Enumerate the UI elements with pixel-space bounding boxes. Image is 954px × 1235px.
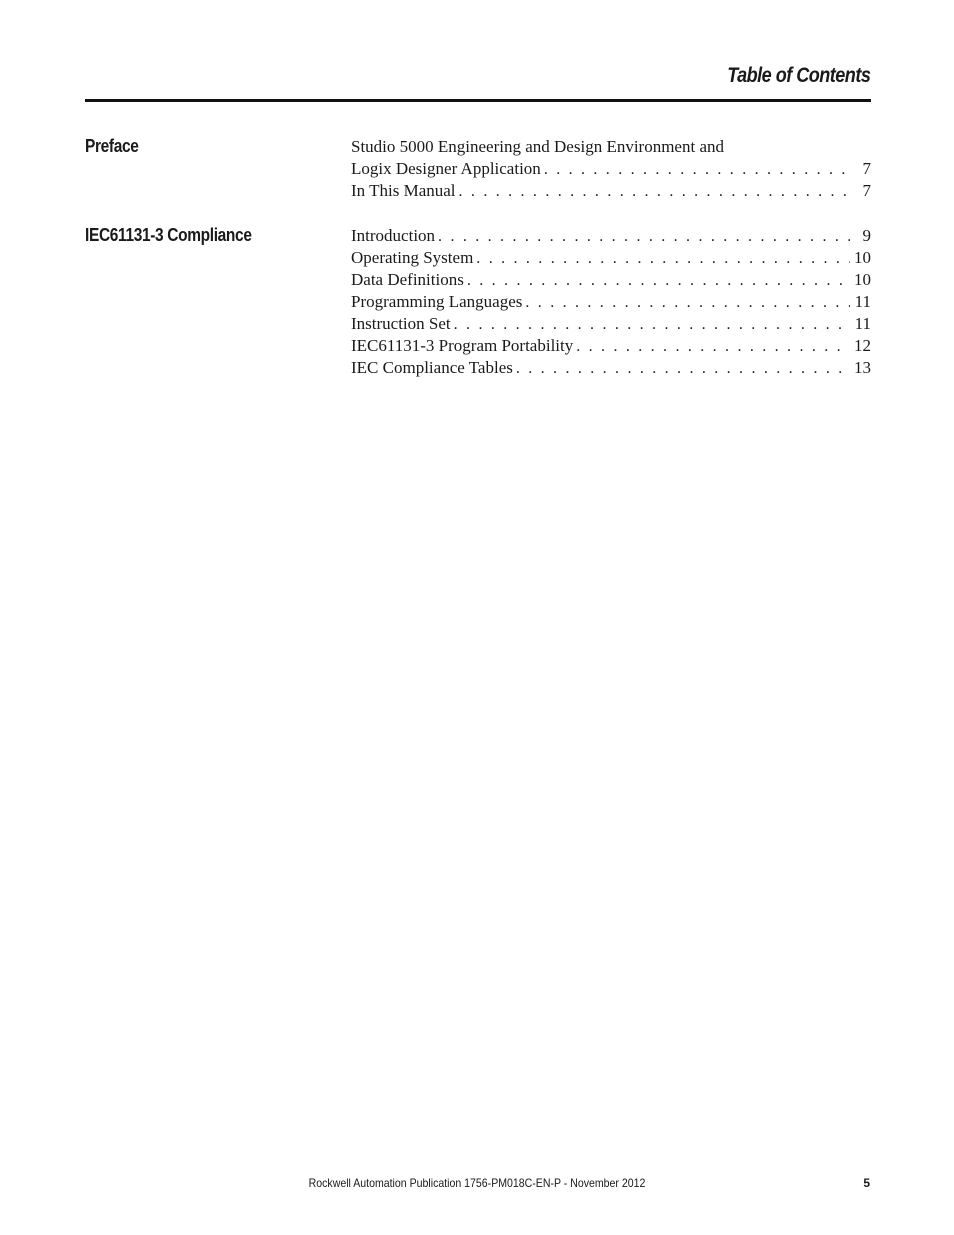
toc-entry-title: Studio 5000 Engineering and Design Environment and xyxy=(351,137,724,156)
toc-entry[interactable] xyxy=(351,247,871,269)
toc-entry-title: Operating System xyxy=(351,248,474,267)
toc-page-number: 9 xyxy=(862,226,871,245)
leader-dots xyxy=(454,314,850,336)
toc-entry-title: Introduction xyxy=(351,226,436,245)
toc-entry[interactable] xyxy=(351,269,871,291)
toc-entry-title: IEC Compliance Tables xyxy=(351,358,513,377)
toc-entry-title: Data Definitions xyxy=(351,270,464,289)
toc-page-number: 11 xyxy=(854,292,871,311)
toc-entry[interactable] xyxy=(351,313,871,335)
toc-entry-title: In This Manual xyxy=(351,181,456,200)
toc-page-number: 7 xyxy=(862,181,871,200)
toc-entries xyxy=(351,136,871,202)
page-title: Table of Contents xyxy=(726,64,870,87)
toc-page-number: 10 xyxy=(854,270,871,289)
leader-dots xyxy=(459,181,850,203)
toc-entry[interactable] xyxy=(351,225,871,247)
toc-entry[interactable] xyxy=(351,158,871,180)
toc-entries xyxy=(351,225,871,379)
section-label: IEC61131-3 Compliance xyxy=(85,225,252,245)
footer-page-number: 5 xyxy=(863,1176,870,1190)
toc-entry[interactable] xyxy=(351,136,871,158)
leader-dots xyxy=(576,336,850,358)
toc-page-number: 7 xyxy=(862,159,871,178)
toc-page-number: 10 xyxy=(854,248,871,267)
leader-dots xyxy=(525,292,850,314)
toc-entry-title: Programming Languages xyxy=(351,292,523,311)
leader-dots xyxy=(438,226,850,248)
footer-publication: Rockwell Automation Publication 1756-PM018C-EN-P - November 2012 xyxy=(308,1176,646,1190)
toc-entry[interactable] xyxy=(351,357,871,379)
header-rule xyxy=(85,99,871,102)
toc-entry-title: Logix Designer Application xyxy=(351,159,541,178)
leader-dots xyxy=(516,358,850,380)
toc-entry-title: Instruction Set xyxy=(351,314,451,333)
section-label: Preface xyxy=(85,136,139,156)
leader-dots xyxy=(467,270,850,292)
toc-entry-title: IEC61131-3 Program Portability xyxy=(351,336,574,355)
toc-page-number: 12 xyxy=(854,336,871,355)
leader-dots xyxy=(476,248,850,270)
toc-page-number: 11 xyxy=(854,314,871,333)
leader-dots xyxy=(544,159,850,181)
toc-page-number: 13 xyxy=(854,358,871,377)
toc-entry[interactable] xyxy=(351,291,871,313)
toc-entry[interactable] xyxy=(351,180,871,202)
toc-entry[interactable] xyxy=(351,335,871,357)
